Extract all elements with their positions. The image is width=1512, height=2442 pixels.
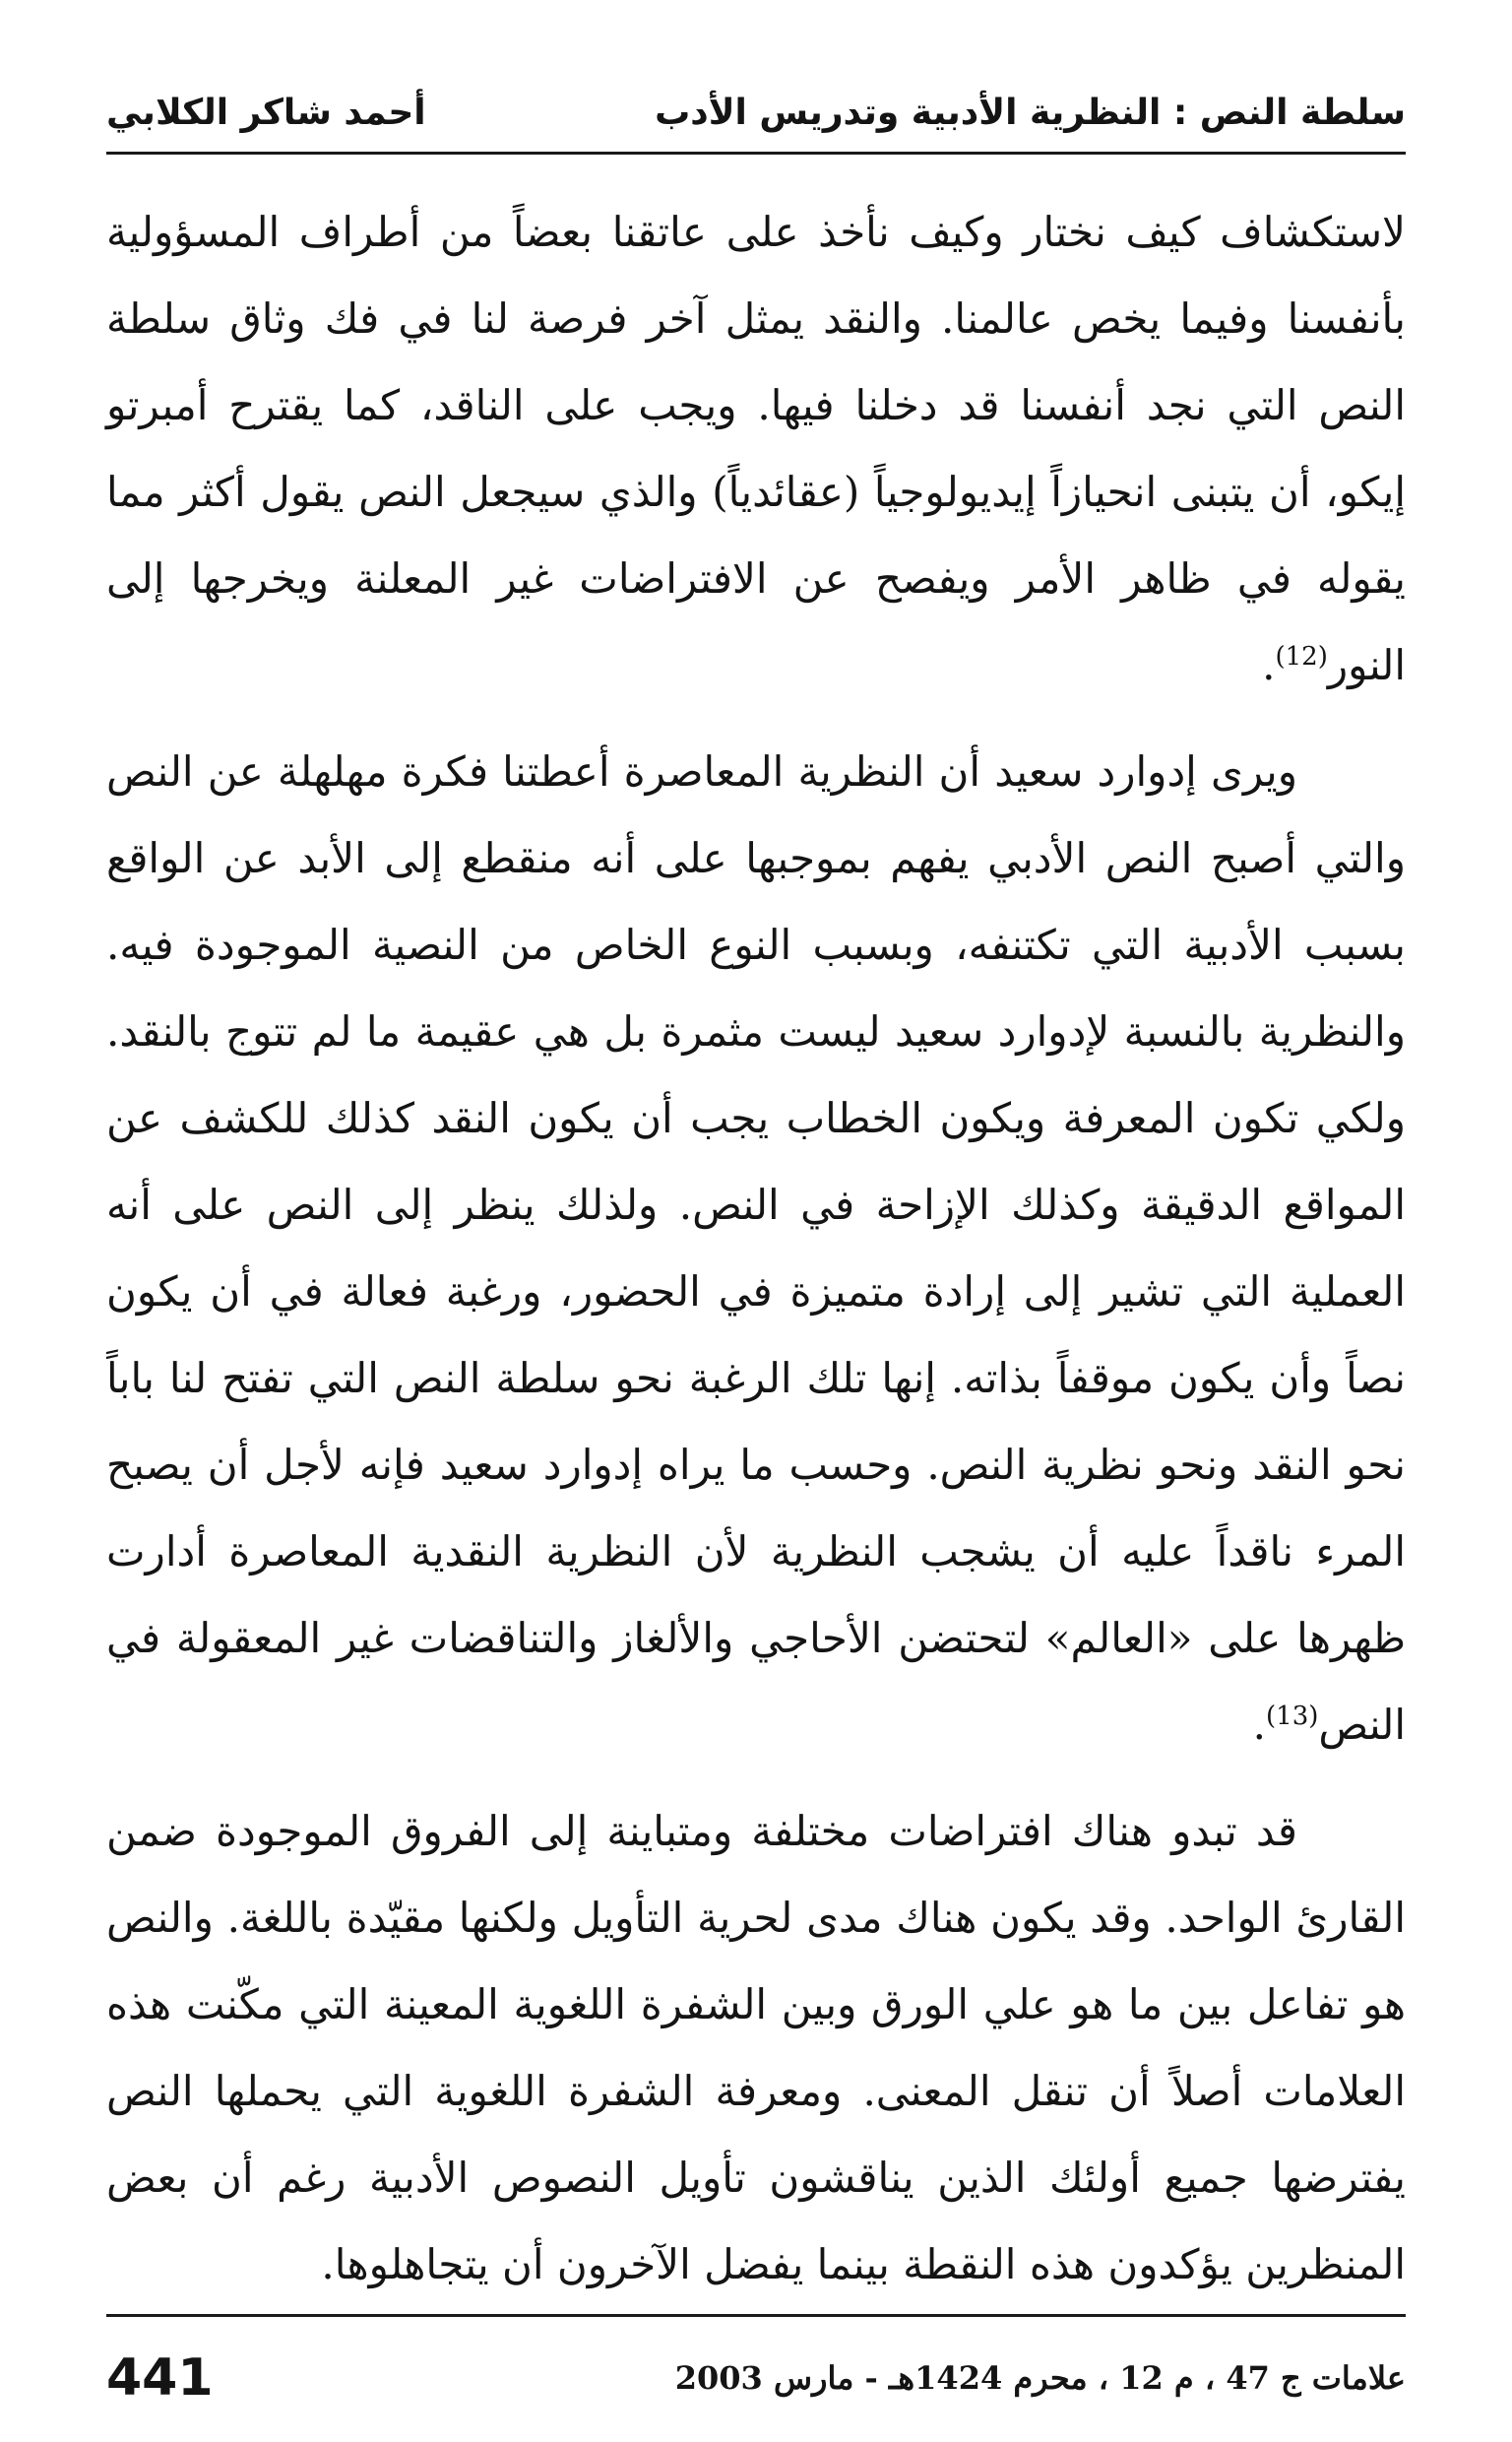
footnote-ref-13: (13) — [1266, 1702, 1319, 1731]
paragraph-2-end: . — [1252, 1701, 1266, 1749]
header-divider — [106, 152, 1406, 155]
paragraph-2 — [106, 729, 1406, 1768]
paragraph-1-text: لاستكشاف كيف نختار وكيف نأخذ على عاتقنا بعضاً من أطراف المسؤولية بأنفسنا وفيما يخص عالمنا. والنقد يمثل آخر فرصة لنا في فك وثاق سلطة النص التي نجد أنفسنا قد دخلنا فيها. ويجب على الناقد، كما يقترح أمبرتو إيكو، أن يتبنى انحيازاً إيديولوجياً (عقائدياً) والذي سيجعل النص يقول أكثر مما يقوله في ظاهر الأمر ويفصح عن الافتراضات غير المعلنة ويخرجها إلى النور — [106, 208, 1406, 689]
footnote-ref-12: (12) — [1275, 642, 1328, 672]
page-footer — [106, 2344, 1406, 2412]
journal-citation: علامات ج 47 ، م 12 ، محرم 1424هـ - مارس 2003 — [674, 2359, 1406, 2397]
document-page — [106, 0, 1406, 2442]
article-body — [106, 189, 1406, 2328]
paragraph-1 — [106, 189, 1406, 709]
running-header — [106, 77, 1406, 148]
page-number: 441 — [106, 2348, 214, 2408]
paragraph-3 — [106, 1788, 1406, 2308]
header-title: سلطة النص : النظرية الأدبية وتدريس الأدب — [655, 92, 1406, 133]
footer-divider — [106, 2314, 1406, 2317]
paragraph-1-end: . — [1262, 641, 1276, 689]
paragraph-3-text: قد تبدو هناك افتراضات مختلفة ومتباينة إلى الفروق الموجودة ضمن القارئ الواحد. وقد يكون هناك مدى لحرية التأويل ولكنها مقيّدة باللغة. والنص هو تفاعل بين ما هو علي الورق وبين الشفرة اللغوية المعينة التي مكّنت هذه العلامات أصلاً أن تنقل المعنى. ومعرفة الشفرة اللغوية التي يحملها النص يفترضها جميع أولئك الذين يناقشون تأويل النصوص الأدبية رغم أن بعض المنظرين يؤكدون هذه النقطة بينما يفضل الآخرون أن يتجاهلوها. — [106, 1807, 1406, 2288]
paragraph-2-text: ويرى إدوارد سعيد أن النظرية المعاصرة أعطتنا فكرة مهلهلة عن النص والتي أصبح النص الأدبي يفهم بموجبها على أنه منقطع إلى الأبد عن الواقع بسبب الأدبية التي تكتنفه، وبسبب النوع الخاص من النصية الموجودة فيه. والنظرية بالنسبة لإدوارد سعيد ليست مثمرة بل هي عقيمة ما لم تتوج بالنقد. ولكي تكون المعرفة ويكون الخطاب يجب أن يكون النقد كذلك للكشف عن المواقع الدقيقة وكذلك الإزاحة في النص. ولذلك ينظر إلى النص على أنه العملية التي تشير إلى إرادة متميزة في الحضور، ورغبة فعالة في أن يكون نصاً وأن يكون موقفاً بذاته. إنها تلك الرغبة نحو سلطة النص التي تفتح لنا باباً نحو النقد ونحو نظرية النص. وحسب ما يراه إدوارد سعيد فإنه لأجل أن يصبح المرء ناقداً عليه أن يشجب النظرية لأن النظرية النقدية المعاصرة أدارت ظهرها على «العالم» لتحتضن الأحاجي والألغاز والتناقضات غير المعقولة في النص — [106, 747, 1406, 1749]
header-author: أحمد شاكر الكلابي — [106, 92, 426, 133]
